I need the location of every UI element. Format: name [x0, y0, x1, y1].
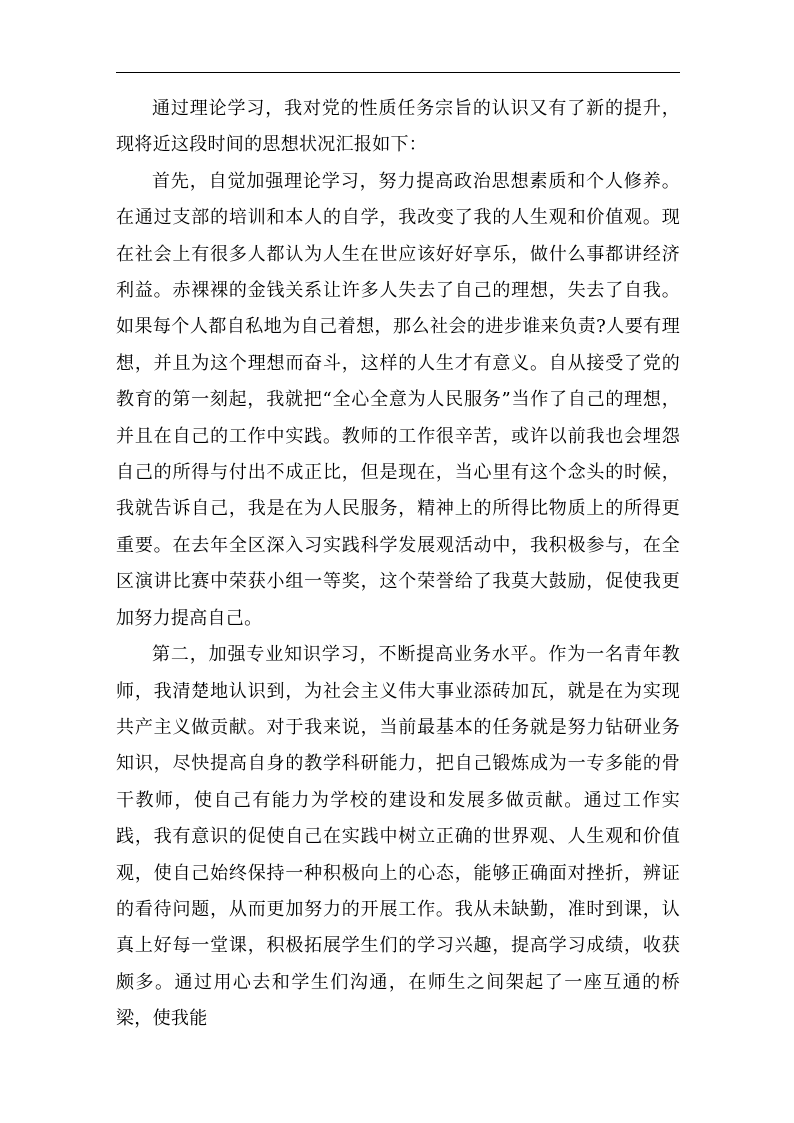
paragraph-first-point: 首先，自觉加强理论学习，努力提高政治思想素质和个人修养。在通过支部的培训和本人的自学，我改变了我的人生观和价值观。现在社会上有很多人都认为人生在世应该好好享乐，做什么事都讲经济利益。赤裸裸的金钱关系让许多人失去了自己的理想，失去了自我。如果每个人都自私地为自己着想，那么社会的进步谁来负责?人要有理想，并且为这个理想而奋斗，这样的人生才有意义。自从接受了党的教育的第一刻起，我就把“全心全意为人民服务”当作了自己的理想，并且在自己的工作中实践。教师的工作很辛苦，或许以前我也会埋怨自己的所得与付出不成正比，但是现在，当心里有这个念头的时候，我就告诉自己，我是在为人民服务，精神上的所得比物质上的所得更重要。在去年全区深入习实践科学发展观活动中，我积极参与，在全区演讲比赛中荣获小组一等奖，这个荣誉给了我莫大鼓励，促使我更加努力提高自己。 [116, 170, 680, 629]
header-rule [116, 72, 680, 73]
document-body [116, 91, 680, 1038]
paragraph-second-point: 第二，加强专业知识学习，不断提高业务水平。作为一名青年教师，我清楚地认识到，为社会主义伟大事业添砖加瓦，就是在为实现共产主义做贡献。对于我来说，当前最基本的任务就是努力钻研业务知识，尽快提高自身的教学科研能力，把自己锻炼成为一专多能的骨干教师，使自己有能力为学校的建设和发展多做贡献。通过工作实践，我有意识的促使自己在实践中树立正确的世界观、人生观和价值观，使自己始终保持一种积极向上的心态，能够正确面对挫折，辨证的看待问题，从而更加努力的开展工作。我从未缺勤，准时到课，认真上好每一堂课，积极拓展学生们的学习兴趣，提高学习成绩，收获颇多。通过用心去和学生们沟通，在师生之间架起了一座互通的桥梁，使我能 [116, 644, 680, 1030]
paragraph-intro: 通过理论学习，我对党的性质任务宗旨的认识又有了新的提升，现将近这段时间的思想状况汇报如下： [116, 98, 680, 156]
